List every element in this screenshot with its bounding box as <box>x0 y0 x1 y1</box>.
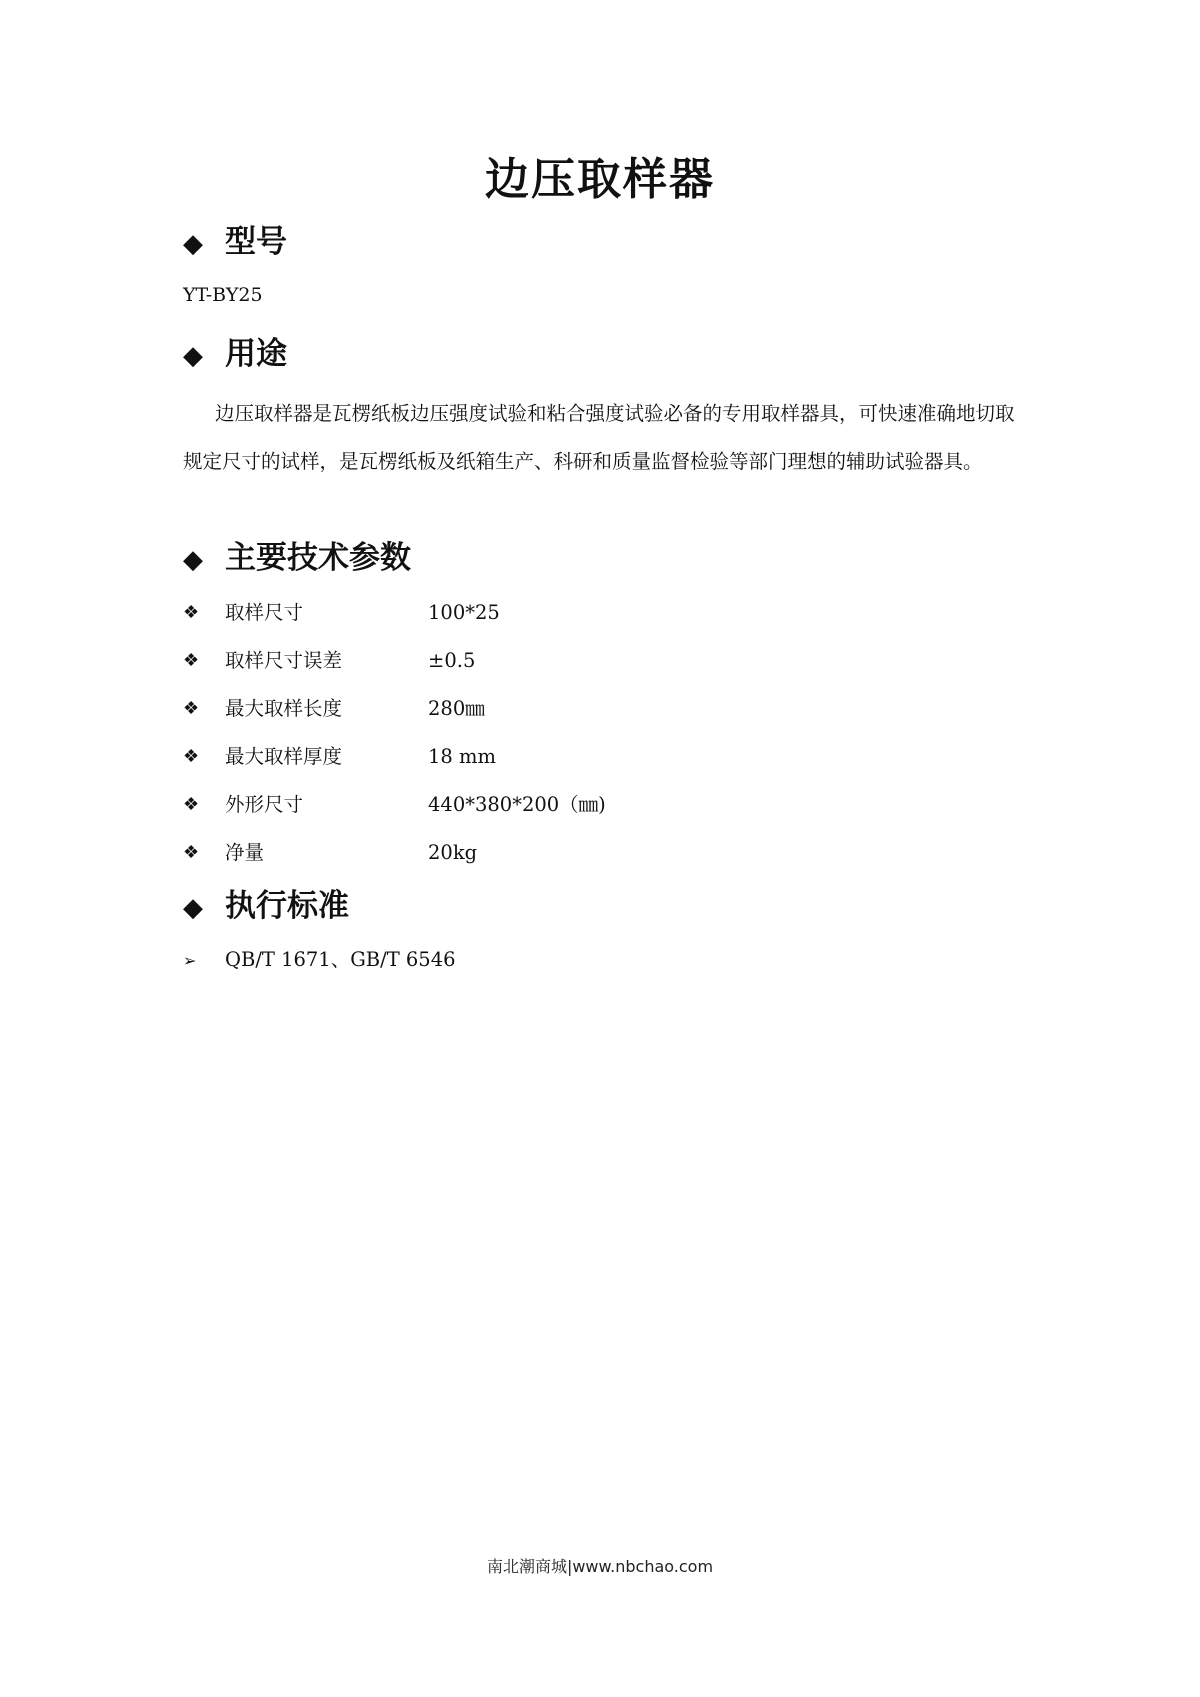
standard-item <box>183 944 456 977</box>
ornament-bullet-icon: ❖ <box>183 746 200 767</box>
spec-name: 取样尺寸误差 <box>225 649 343 672</box>
spec-name: 净量 <box>225 841 265 864</box>
spec-value: 18 mm <box>428 745 496 768</box>
ornament-bullet-icon: ❖ <box>183 842 200 863</box>
section-heading-label: 用途 <box>225 336 287 372</box>
diamond-bullet-icon: ◆ <box>183 341 203 371</box>
section-heading-model <box>183 220 287 266</box>
diamond-bullet-icon: ◆ <box>183 229 203 259</box>
page-footer: 南北潮商城|www.nbchao.com <box>486 1557 714 1576</box>
diamond-bullet-icon: ◆ <box>183 545 203 575</box>
spec-value: 100*25 <box>428 601 500 624</box>
spec-name: 最大取样厚度 <box>225 745 343 768</box>
section-heading-label: 型号 <box>225 224 287 260</box>
standard-text: QB/T 1671、GB/T 6546 <box>225 948 456 971</box>
spec-name: 取样尺寸 <box>225 601 304 624</box>
ornament-bullet-icon: ❖ <box>183 650 200 671</box>
spec-value: 440*380*200（㎜) <box>428 793 606 816</box>
usage-description: 边压取样器是瓦楞纸板边压强度试验和粘合强度试验必备的专用取样器具，可快速准确地切取规定尺寸的试样，是瓦楞纸板及纸箱生产、科研和质量监督检验等部门理想的辅助试验器具。 <box>183 402 1015 473</box>
section-heading-usage <box>183 332 287 378</box>
spec-value: 280㎜ <box>428 697 485 720</box>
model-number: YT-BY25 <box>183 284 263 306</box>
page-title: 边压取样器 <box>485 154 715 205</box>
spec-value: ±0.5 <box>428 649 476 672</box>
section-heading-specs <box>183 536 411 582</box>
section-heading-standard <box>183 884 349 930</box>
ornament-bullet-icon: ❖ <box>183 602 200 623</box>
section-heading-label: 主要技术参数 <box>225 540 411 576</box>
spec-value: 20kg <box>428 841 478 864</box>
section-heading-label: 执行标准 <box>225 888 349 924</box>
spec-name: 外形尺寸 <box>225 793 304 816</box>
diamond-bullet-icon: ◆ <box>183 893 203 923</box>
ornament-bullet-icon: ❖ <box>183 698 200 719</box>
arrow-bullet-icon: ➢ <box>183 951 197 970</box>
ornament-bullet-icon: ❖ <box>183 794 200 815</box>
spec-name: 最大取样长度 <box>225 697 343 720</box>
